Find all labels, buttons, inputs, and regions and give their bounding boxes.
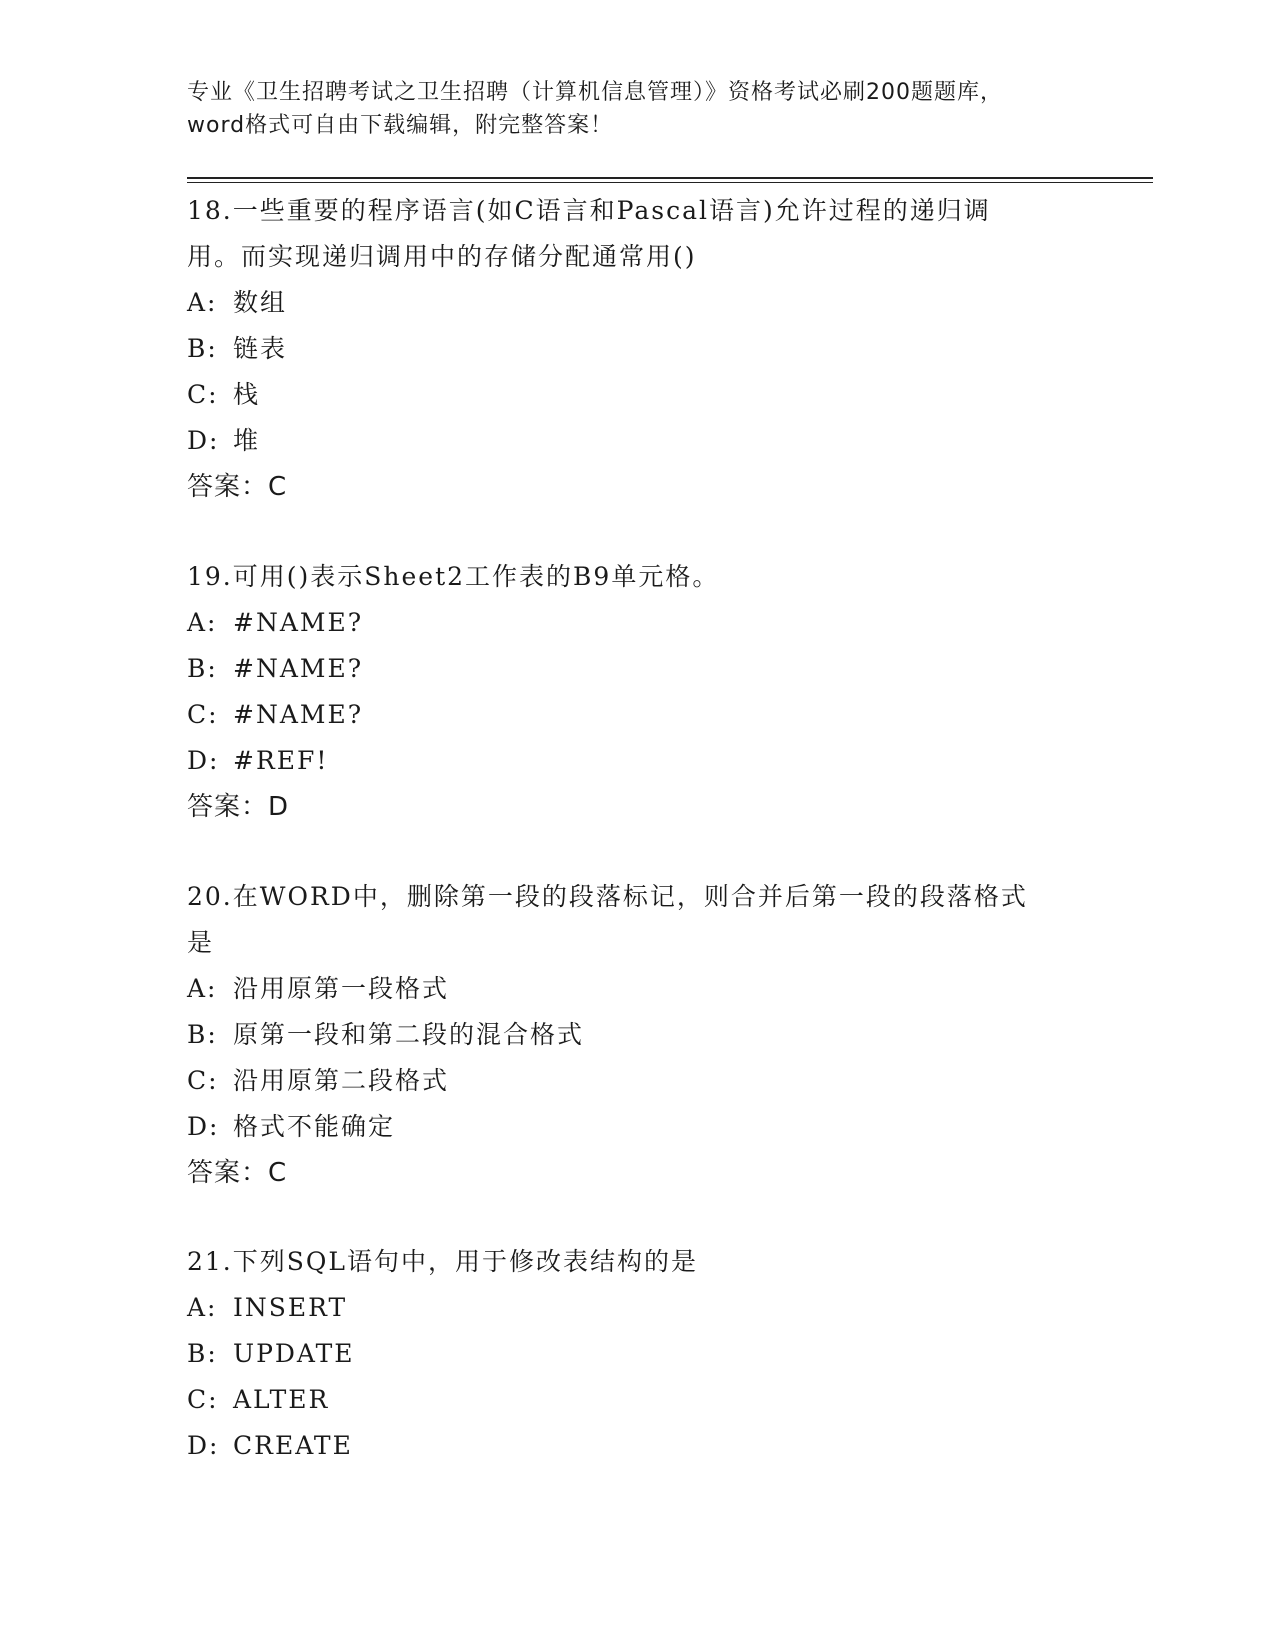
option-letter: B: — [187, 1339, 218, 1368]
option-text: 沿用原第一段格式 — [233, 974, 450, 1003]
question-20 — [187, 874, 1087, 1196]
document-header — [187, 76, 1087, 142]
option-b — [187, 646, 1087, 692]
question-stem-line: 是 — [187, 928, 215, 957]
option-d — [187, 1104, 1087, 1150]
option-d — [187, 418, 1087, 464]
option-letter: D: — [187, 426, 220, 455]
option-letter: A: — [187, 288, 218, 317]
option-letter: D: — [187, 746, 220, 775]
question-21 — [187, 1239, 1087, 1469]
option-b — [187, 326, 1087, 372]
option-d — [187, 1423, 1087, 1469]
answer-line: 答案：C — [187, 472, 288, 502]
option-letter: D: — [187, 1431, 220, 1460]
answer-line: 答案：C — [187, 1158, 288, 1188]
option-b — [187, 1331, 1087, 1377]
option-text: 原第一段和第二段的混合格式 — [233, 1020, 585, 1049]
option-c — [187, 372, 1087, 418]
option-a — [187, 600, 1087, 646]
option-letter: C: — [187, 1066, 219, 1095]
option-text: 格式不能确定 — [233, 1112, 396, 1141]
option-text: #NAME? — [233, 654, 364, 683]
question-stem-line: 21.下列SQL语句中，用于修改表结构的是 — [187, 1247, 698, 1276]
option-letter: C: — [187, 380, 219, 409]
header-line-2: word格式可自由下载编辑，附完整答案！ — [187, 113, 614, 138]
option-a — [187, 280, 1087, 326]
question-stem-line: 20.在WORD中，删除第一段的段落标记，则合并后第一段的段落格式 — [187, 882, 1028, 911]
option-letter: A: — [187, 1293, 218, 1322]
answer-line: 答案：D — [187, 792, 290, 822]
option-letter: D: — [187, 1112, 220, 1141]
header-rule-thick — [187, 177, 1153, 179]
option-text: #REF! — [233, 746, 329, 775]
option-d — [187, 738, 1087, 784]
option-letter: B: — [187, 654, 218, 683]
option-text: CREATE — [233, 1431, 353, 1460]
option-text: ALTER — [233, 1385, 330, 1414]
option-text: #NAME? — [233, 608, 364, 637]
option-c — [187, 692, 1087, 738]
option-c — [187, 1058, 1087, 1104]
option-a — [187, 966, 1087, 1012]
question-stem-line: 用。而实现递归调用中的存储分配通常用() — [187, 242, 697, 271]
option-text: 堆 — [233, 426, 261, 455]
option-letter: B: — [187, 1020, 218, 1049]
option-text: 数组 — [233, 288, 288, 317]
option-letter: A: — [187, 974, 218, 1003]
option-letter: C: — [187, 1385, 219, 1414]
option-letter: C: — [187, 700, 219, 729]
option-letter: B: — [187, 334, 218, 363]
question-stem-line: 18.一些重要的程序语言(如C语言和Pascal语言)允许过程的递归调 — [187, 196, 991, 225]
question-stem-line: 19.可用()表示Sheet2工作表的B9单元格。 — [187, 562, 720, 591]
header-rule-thin — [187, 182, 1153, 183]
option-b — [187, 1012, 1087, 1058]
option-letter: A: — [187, 608, 218, 637]
header-line-1: 专业《卫生招聘考试之卫生招聘（计算机信息管理）》资格考试必刷200题题库， — [187, 80, 1003, 105]
option-text: 栈 — [233, 380, 261, 409]
option-text: INSERT — [233, 1293, 348, 1322]
option-text: #NAME? — [233, 700, 364, 729]
option-text: 沿用原第二段格式 — [233, 1066, 450, 1095]
option-a — [187, 1285, 1087, 1331]
option-c — [187, 1377, 1087, 1423]
question-19 — [187, 554, 1087, 830]
option-text: 链表 — [233, 334, 288, 363]
question-18 — [187, 188, 1087, 510]
option-text: UPDATE — [233, 1339, 355, 1368]
